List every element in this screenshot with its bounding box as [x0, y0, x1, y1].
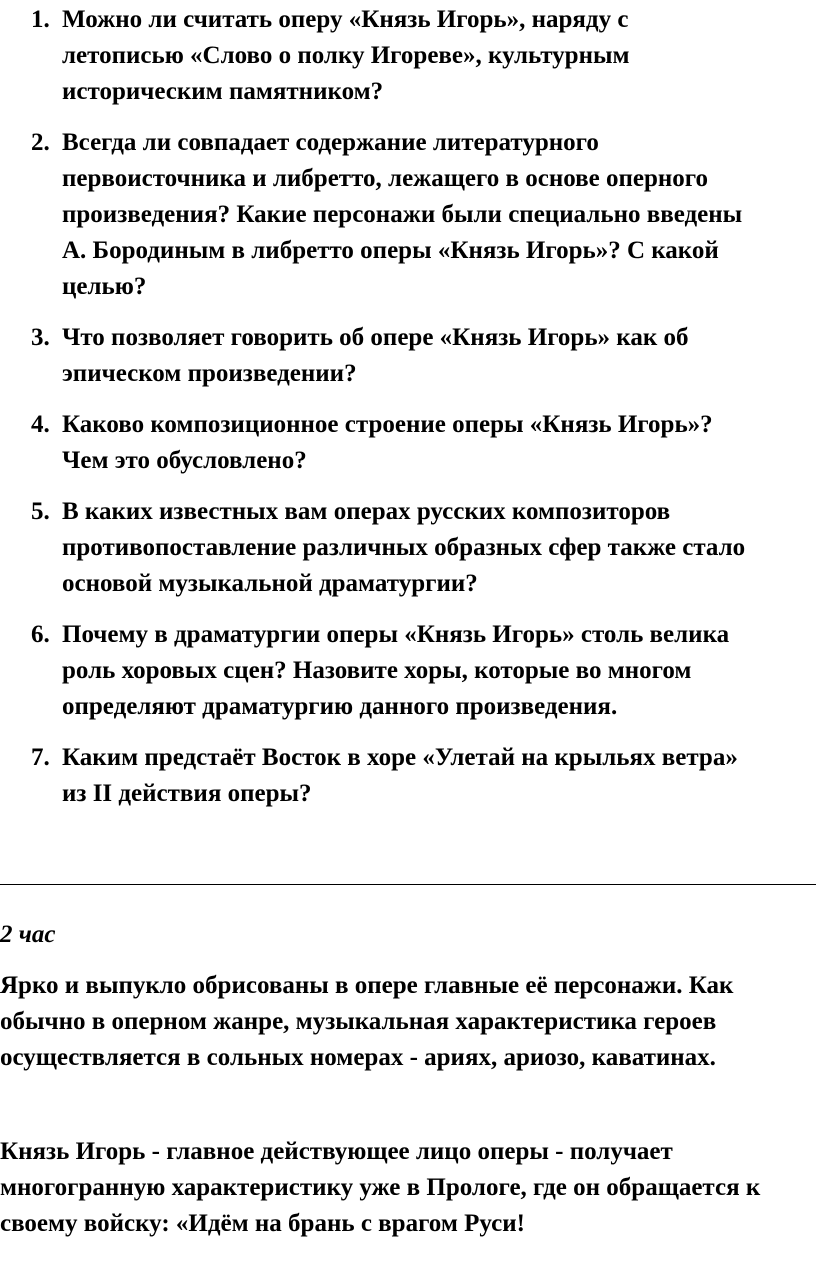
- question-text: Всегда ли совпадает содержание литературного первоисточника и либретто, лежащего в основе оперного произведения? Какие персонажи были специально введены А. Бородиным в либретто оперы «Князь Игорь»? С какой целью?: [62, 129, 743, 300]
- question-text: Что позволяет говорить об опере «Князь Игорь» как об эпическом произведении?: [62, 324, 689, 387]
- question-item: [0, 2, 754, 110]
- section-heading: 2 час: [0, 921, 56, 948]
- question-text: В каких известных вам операх русских композиторов противопоставление различных образных сфер также стало основой музыкальной драматургии?: [62, 498, 746, 597]
- question-text: Можно ли считать оперу «Князь Игорь», наряду с летописью «Слово о полку Игореве», культурным историческим памятником?: [62, 6, 630, 105]
- question-text: Каким предстаёт Восток в хоре «Улетай на крыльях ветра» из II действия оперы?: [62, 744, 738, 807]
- body-paragraph: Ярко и выпукло обрисованы в опере главные её персонажи. Как обычно в оперном жанре, музыкальная характеристика героев осуществляется в сольных номерах - ариях, ариозо, каватинах.: [0, 972, 734, 1071]
- question-item: [0, 740, 754, 812]
- question-number: 3.: [31, 324, 50, 351]
- question-item: [0, 494, 754, 602]
- question-number: 4.: [31, 411, 50, 438]
- horizontal-divider: [0, 884, 816, 885]
- question-number: 1.: [31, 6, 50, 33]
- question-item: [0, 407, 754, 479]
- question-text: Почему в драматургии оперы «Князь Игорь» столь велика роль хоровых сцен? Назовите хоры, которые во многом определяют драматургию данного произведения.: [62, 621, 730, 720]
- body-paragraph: Князь Игорь - главное действующее лицо оперы - получает многогранную характеристику уже в Прологе, где он обращается к своему войску: «Идём на брань с врагом Руси!: [0, 1138, 761, 1237]
- question-number: 2.: [31, 129, 50, 156]
- question-number: 6.: [31, 621, 50, 648]
- question-item: [0, 125, 754, 305]
- question-number: 5.: [31, 498, 50, 525]
- question-item: [0, 320, 754, 392]
- question-item: [0, 617, 754, 725]
- question-number: 7.: [31, 744, 50, 771]
- question-text: Каково композиционное строение оперы «Князь Игорь»? Чем это обусловлено?: [62, 411, 713, 474]
